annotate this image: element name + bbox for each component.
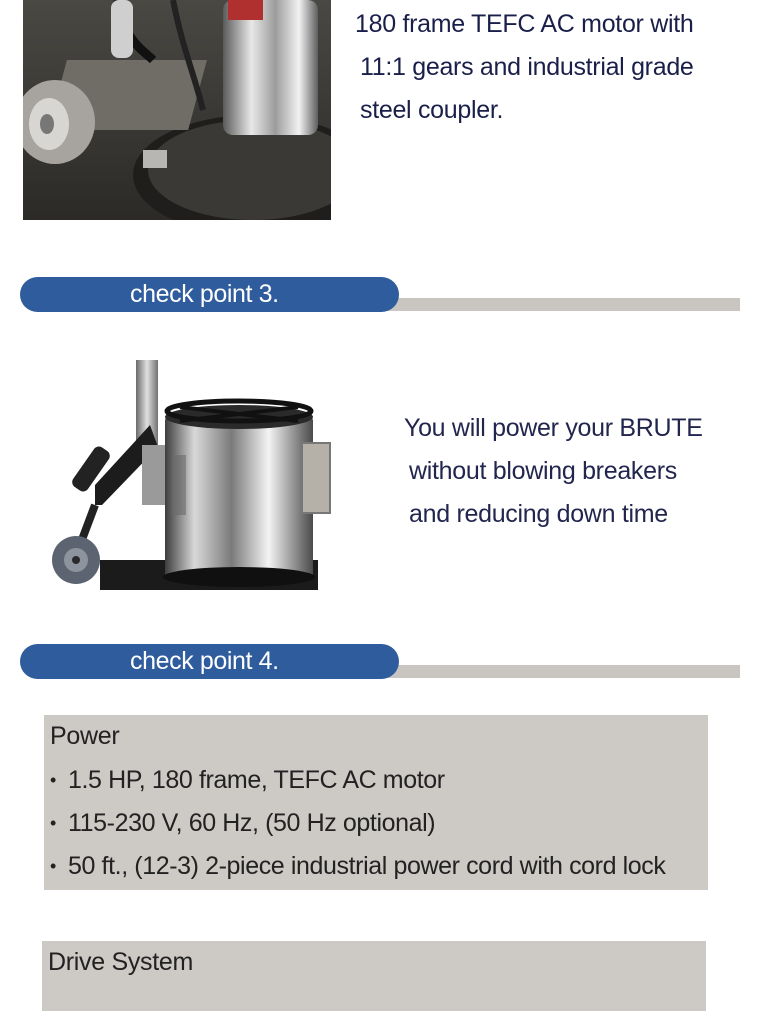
drive-system-spec-title: Drive System	[48, 948, 194, 976]
breaker-caption-line-2: without blowing breakers	[409, 457, 677, 485]
banner-pill	[20, 277, 399, 312]
drive-system-spec-box	[42, 941, 706, 1011]
motor-caption-line-2: 11:1 gears and industrial grade	[360, 53, 694, 81]
banner-divider-line	[380, 665, 740, 678]
power-spec-item-2: 115-230 V, 60 Hz, (50 Hz optional)	[68, 809, 436, 837]
check-point-4-banner	[20, 644, 740, 680]
list-item	[50, 802, 666, 845]
power-spec-title: Power	[50, 722, 120, 750]
check-point-3-banner	[20, 277, 740, 313]
bullet-dot-icon: •	[50, 770, 56, 790]
check-point-4-label: check point 4.	[130, 647, 279, 675]
brute-machine-photo	[40, 355, 340, 590]
breaker-caption	[404, 407, 744, 536]
banner-divider-line	[380, 298, 740, 311]
list-item	[50, 845, 666, 888]
motor-closeup-photo	[23, 0, 331, 220]
bullet-dot-icon: •	[50, 856, 56, 876]
brute-machine-illustration	[40, 355, 340, 590]
power-spec-item-1: 1.5 HP, 180 frame, TEFC AC motor	[68, 766, 445, 794]
power-spec-box	[44, 715, 708, 890]
motor-caption-line-3: steel coupler.	[360, 96, 504, 124]
banner-pill	[20, 644, 399, 679]
motor-caption-line-1: 180 frame TEFC AC motor with	[355, 10, 694, 38]
bullet-dot-icon: •	[50, 813, 56, 833]
breaker-caption-line-1: You will power your BRUTE	[404, 414, 703, 442]
list-item	[50, 759, 666, 802]
check-point-3-label: check point 3.	[130, 280, 279, 308]
power-spec-item-3: 50 ft., (12-3) 2-piece industrial power cord with cord lock	[68, 852, 666, 880]
power-spec-list	[50, 759, 666, 888]
motor-closeup-illustration	[23, 0, 331, 220]
motor-caption	[355, 3, 755, 132]
breaker-caption-line-3: and reducing down time	[409, 500, 668, 528]
